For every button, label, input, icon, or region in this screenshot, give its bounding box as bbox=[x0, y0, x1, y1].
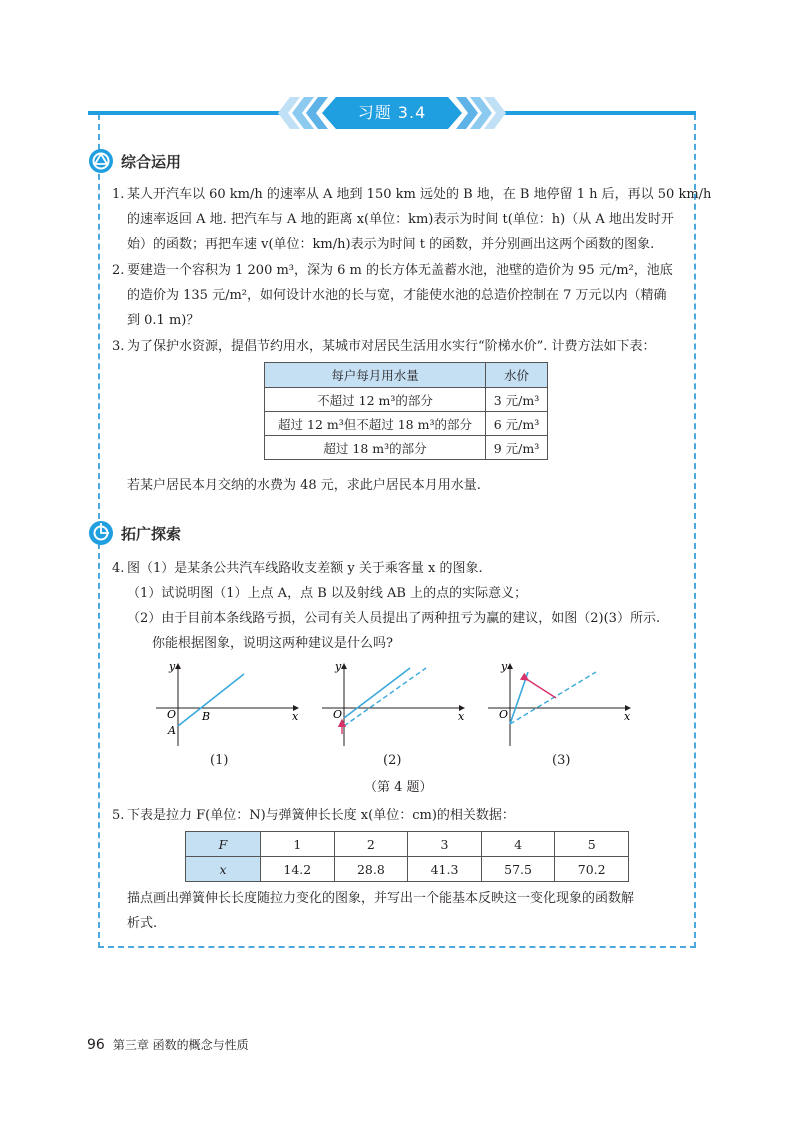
x-axis-label: x bbox=[458, 710, 465, 723]
q1-number: 1. bbox=[112, 187, 125, 202]
exercise-title: 习题 3.4 bbox=[357, 103, 427, 122]
page-footer bbox=[87, 1036, 249, 1053]
x-axis-label: x bbox=[292, 710, 299, 723]
q5-line: 下表是拉力 F(单位：N)与弹簧伸长长度 x(单位：cm)的相关数据： bbox=[127, 808, 515, 823]
header-rule-left bbox=[88, 111, 283, 115]
rotate-arrow bbox=[528, 680, 556, 698]
table-cell: 4 bbox=[481, 832, 555, 857]
section-badge-icon bbox=[88, 520, 114, 546]
figure-3 bbox=[484, 658, 644, 748]
q1-line-3: 始）的函数；再把车速 v(单位：km/h)表示为时间 t 的函数，并分别画出这两个函数的图象. bbox=[127, 237, 655, 252]
figure-1-caption: (1) bbox=[210, 753, 229, 768]
q4-sub-2a: （2）由于目前本条线路亏损，公司有关人员提出了两种扭亏为赢的建议，如图（2)(3）所示. bbox=[127, 611, 661, 626]
q2-number: 2. bbox=[112, 263, 125, 278]
page-number: 96 bbox=[87, 1037, 105, 1053]
origin-label: O bbox=[333, 708, 343, 721]
q5-after-1: 描点画出弹簧伸长长度随拉力变化的图象，并写出一个能基本反映这一变化现象的函数解 bbox=[127, 891, 635, 906]
section-badge-icon bbox=[88, 148, 114, 174]
table-header: x bbox=[186, 857, 261, 882]
table-cell: 28.8 bbox=[334, 857, 408, 882]
point-b-label: B bbox=[202, 710, 211, 723]
y-axis-label: y bbox=[501, 660, 508, 673]
q2-line-2: 的造价为 135 元/m²，如何设计水池的长与宽，才能使水池的总造价控制在 7 万元以内（精确 bbox=[127, 288, 667, 303]
table-cell: 14.2 bbox=[261, 857, 335, 882]
q4-sub-2b: 你能根据图象，说明这两种建议是什么吗? bbox=[152, 636, 393, 651]
q5-number: 5. bbox=[112, 808, 125, 823]
table-cell: 57.5 bbox=[481, 857, 555, 882]
q2-line-3: 到 0.1 m)？ bbox=[127, 313, 200, 328]
table-cell: 41.3 bbox=[408, 857, 482, 882]
chapter-title: 第三章 函数的概念与性质 bbox=[112, 1038, 249, 1052]
ray-ab bbox=[178, 674, 244, 726]
table-cell: 5 bbox=[555, 832, 629, 857]
q5-after-2: 析式. bbox=[127, 916, 158, 931]
header-rule-right bbox=[500, 111, 696, 115]
table-cell: 6 元/m³ bbox=[486, 412, 548, 436]
table-cell: 2 bbox=[334, 832, 408, 857]
original-ray-dashed bbox=[510, 672, 596, 724]
q3-line: 为了保护水资源，提倡节约用水，某城市对居民生活用水实行“阶梯水价”. 计费方法如下表： bbox=[127, 339, 656, 354]
raised-ray bbox=[344, 668, 410, 718]
table-cell: 不超过 12 m³的部分 bbox=[265, 388, 486, 412]
x-axis-label: x bbox=[624, 710, 631, 723]
q4-line: 图（1）是某条公共汽车线路收支差额 y 关于乘客量 x 的图象. bbox=[127, 561, 483, 576]
q2-line-1: 要建造一个容积为 1 200 m³，深为 6 m 的长方体无盖蓄水池，池壁的造价为 95 元/m²，池底 bbox=[127, 263, 673, 278]
figure-2 bbox=[318, 658, 478, 748]
spring-data-table bbox=[185, 831, 629, 882]
q4-sub-1: （1）试说明图（1）上点 A，点 B 以及射线 AB 上的点的实际意义； bbox=[127, 586, 528, 601]
section-title: 综合运用 bbox=[121, 153, 182, 171]
y-axis-label: y bbox=[335, 660, 342, 673]
table-header: 水价 bbox=[486, 363, 548, 388]
steeper-ray bbox=[510, 672, 528, 724]
table-cell: 9 元/m³ bbox=[486, 436, 548, 460]
q1-line-1: 某人开汽车以 60 km/h 的速率从 A 地到 150 km 远处的 B 地，在 B 地停留 1 h 后，再以 50 km/h bbox=[127, 187, 712, 202]
water-price-table bbox=[264, 362, 548, 460]
figure-group-caption: （第 4 题） bbox=[364, 780, 433, 795]
table-cell: 超过 18 m³的部分 bbox=[265, 436, 486, 460]
figure-1 bbox=[152, 658, 312, 748]
q4-number: 4. bbox=[112, 561, 125, 576]
point-a-label: A bbox=[168, 724, 176, 737]
figure-3-caption: (3) bbox=[552, 753, 571, 768]
y-axis-label: y bbox=[169, 660, 176, 673]
q1-line-2: 的速率返回 A 地. 把汽车与 A 地的距离 x(单位：km)表示为时间 t(单位：h)（从 A 地出发时开 bbox=[127, 212, 674, 227]
origin-label: O bbox=[167, 708, 177, 721]
table-header: 每户每月用水量 bbox=[265, 363, 486, 388]
figure-2-caption: (2) bbox=[383, 753, 402, 768]
table-cell: 70.2 bbox=[555, 857, 629, 882]
table-cell: 1 bbox=[261, 832, 335, 857]
title-banner bbox=[278, 96, 506, 130]
q3-number: 3. bbox=[112, 339, 125, 354]
table-header: F bbox=[186, 832, 261, 857]
q3-after: 若某户居民本月交纳的水费为 48 元，求此户居民本月用水量. bbox=[127, 478, 481, 493]
table-cell: 超过 12 m³但不超过 18 m³的部分 bbox=[265, 412, 486, 436]
table-cell: 3 元/m³ bbox=[486, 388, 548, 412]
original-ray-dashed bbox=[344, 668, 426, 726]
origin-label: O bbox=[499, 708, 509, 721]
section-title: 拓广探索 bbox=[121, 525, 182, 543]
table-cell: 3 bbox=[408, 832, 482, 857]
